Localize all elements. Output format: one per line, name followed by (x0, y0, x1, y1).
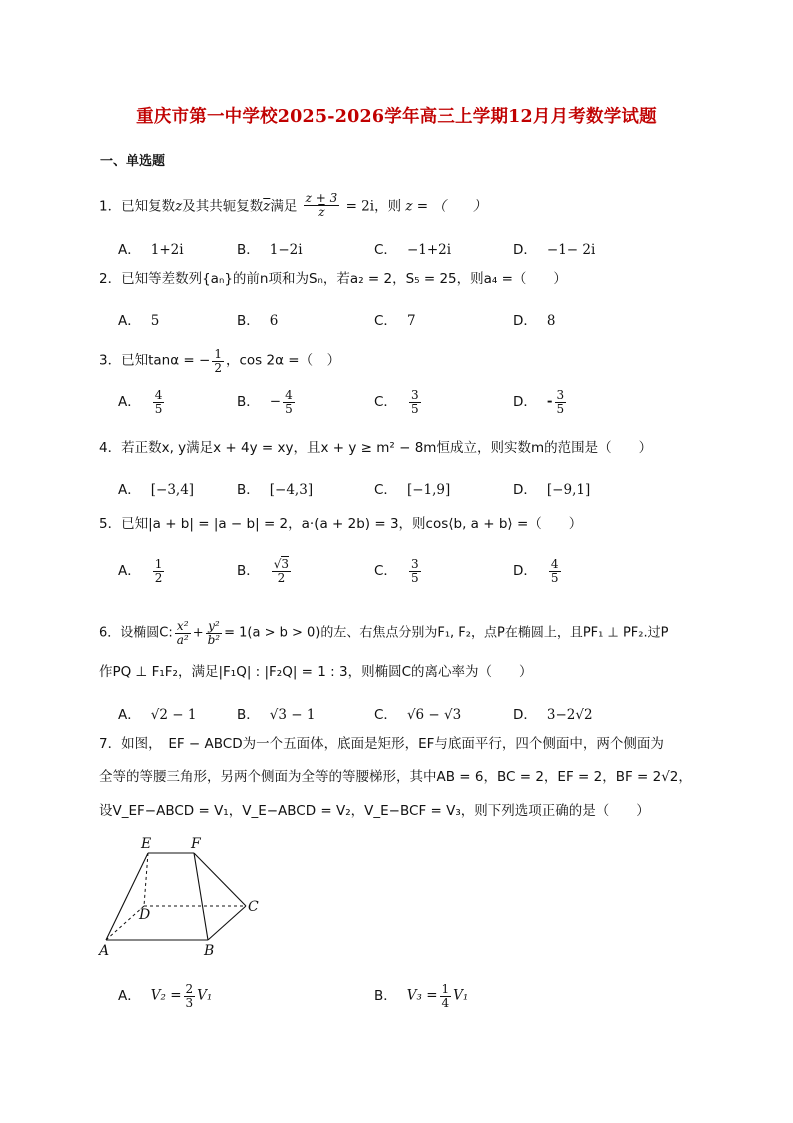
q2-options (118, 309, 718, 339)
q3-option-a[interactable] (118, 389, 166, 415)
page-title: 重庆市第一中学校2025-2026学年高三上学期12月月考数学试题 (136, 107, 657, 127)
sqrt-radicand: 3 (281, 557, 290, 571)
option-label: D． (513, 242, 537, 258)
option-text: 5 (150, 313, 160, 329)
q2-option-d[interactable] (513, 309, 556, 329)
option-label: D． (513, 562, 537, 579)
q1-option-b[interactable] (237, 238, 303, 258)
option-text: [−9,1] (546, 482, 591, 498)
question-2 (99, 273, 567, 287)
q3-options (118, 389, 718, 419)
frac-num: 4 (285, 388, 293, 402)
option-left: V₃ = (406, 987, 438, 1004)
question-7-line-3 (99, 805, 650, 819)
frac-den: b² (207, 632, 221, 647)
q6-option-c[interactable] (374, 703, 461, 723)
q1-option-a[interactable] (118, 238, 184, 258)
option-text: 7 (406, 313, 416, 329)
frac-num: 1 (154, 557, 163, 571)
q3-option-d[interactable] (513, 389, 568, 415)
q1-text-b: 及其共轭复数 (182, 198, 264, 215)
option-label: D． (513, 482, 537, 498)
option-text: 1+2i (150, 242, 184, 258)
option-fraction (153, 558, 165, 584)
question-6-line-2 (99, 666, 533, 680)
option-text: √2 − 1 (150, 707, 197, 723)
option-text: −1+2i (406, 242, 452, 258)
q7-options (118, 983, 718, 1013)
frac-num: x² (175, 620, 191, 634)
q1-text-c: 满足 (270, 198, 298, 215)
frac-num: 4 (154, 388, 163, 402)
q1-option-d[interactable] (513, 238, 595, 258)
q3-fraction (212, 348, 224, 374)
frac-den: 2 (277, 570, 286, 585)
option-label: D． (513, 393, 537, 410)
q7-text-line3: 设V_EF−ABCD = V₁，V_E−ABCD = V₂，V_E−BCF = V₃，则下列选项正确的是（ ） (99, 803, 650, 819)
label-d: D (139, 907, 151, 923)
frac-den: 3 (185, 995, 194, 1010)
frac-num: 4 (550, 557, 559, 571)
q1-text-d: = 2i，则 (345, 198, 402, 215)
option-fraction (283, 389, 295, 415)
option-text: 6 (269, 313, 279, 329)
q5-option-a[interactable] (118, 558, 166, 584)
option-label: A． (118, 707, 141, 723)
label-c: C (248, 899, 259, 915)
section-heading: 一、单选题 (100, 154, 166, 169)
question-7-line-2 (99, 771, 692, 785)
label-a: A (99, 943, 110, 959)
q3-frac-den: 2 (214, 360, 222, 375)
option-label: A． (118, 313, 141, 329)
option-label: D． (513, 313, 537, 329)
q5-options (118, 558, 718, 588)
frac-den: 5 (410, 570, 419, 585)
label-f: F (191, 836, 201, 852)
edge-ea (106, 853, 151, 940)
frac-den: 5 (410, 401, 419, 416)
option-label: B． (237, 482, 260, 498)
q5-option-c[interactable] (374, 558, 423, 584)
option-sign: - (546, 393, 553, 410)
question-4 (99, 442, 652, 456)
edge-bc (208, 906, 246, 940)
q6-plus: + (192, 625, 204, 641)
option-text: 1−2i (269, 242, 303, 258)
option-label: C． (374, 242, 397, 258)
label-e: E (141, 836, 152, 852)
frac-den: 2 (154, 570, 163, 585)
option-fraction (184, 983, 196, 1009)
option-fraction (272, 558, 291, 584)
option-label: A． (118, 393, 141, 410)
option-label: D． (513, 707, 537, 723)
option-fraction (409, 389, 421, 415)
q1-frac-den: z (318, 204, 325, 219)
option-label: B． (237, 242, 260, 258)
q1-fraction (304, 192, 340, 218)
option-text: [−3,4] (150, 482, 195, 498)
q6-option-d[interactable] (513, 703, 593, 723)
edge-fb (194, 853, 208, 940)
q3-frac-num: 1 (214, 347, 222, 361)
option-left: V₂ = (150, 987, 182, 1004)
question-1 (99, 191, 487, 220)
q6-option-a[interactable] (118, 703, 196, 723)
q1-var-z: z (175, 198, 183, 215)
q6-option-b[interactable] (237, 703, 315, 723)
frac-num-sqrt: √3 (273, 557, 290, 571)
q7-option-b[interactable] (374, 983, 468, 1009)
q4-options (118, 478, 718, 508)
option-fraction (409, 558, 421, 584)
q5-option-b[interactable] (237, 558, 293, 584)
question-7 (99, 738, 664, 752)
option-text: [−4,3] (269, 482, 314, 498)
q1-text-e: z = （ ） (405, 198, 487, 215)
frac-den: 5 (556, 401, 565, 416)
q4-option-b[interactable] (237, 478, 313, 498)
question-6 (99, 620, 668, 646)
option-fraction (555, 389, 567, 415)
option-label: B． (237, 313, 260, 329)
pentahedron-figure (98, 835, 278, 965)
q4-option-a[interactable] (118, 478, 194, 498)
q6-options (118, 703, 718, 733)
q3-text-a: 3．已知tanα = − (99, 352, 211, 369)
q7-text-line1: 7．如图， EF − ABCD为一个五面体，底面是矩形，EF与底面平行，四个侧面中，两个侧面为 (99, 736, 664, 752)
q6-fraction-x (175, 620, 191, 646)
option-text: [−1,9] (406, 482, 451, 498)
frac-den: 4 (441, 995, 450, 1010)
q1-options (118, 238, 718, 268)
q2-option-c[interactable] (374, 309, 416, 329)
option-label: B． (374, 987, 397, 1004)
option-text: √3 − 1 (269, 707, 316, 723)
option-label: A． (118, 562, 141, 579)
option-sign: − (269, 393, 282, 410)
q2-option-b[interactable] (237, 309, 278, 329)
q4-text: 4．若正数x, y满足x + 4y = xy，且x + y ≥ m² − 8m恒成立，则实数m的范围是（ ） (99, 440, 653, 456)
q6-fraction-y (206, 620, 223, 646)
option-label: A． (118, 987, 141, 1004)
option-fraction (440, 983, 452, 1009)
option-text: 8 (546, 313, 556, 329)
option-label: B． (237, 707, 260, 723)
frac-num: 3 (410, 557, 419, 571)
option-fraction (549, 558, 561, 584)
option-label: C． (374, 707, 397, 723)
option-text: 3−2√2 (546, 707, 593, 723)
frac-num: 3 (410, 388, 419, 402)
q2-option-a[interactable] (118, 309, 159, 329)
question-5 (99, 518, 582, 532)
q6-text-line2: 作PQ ⊥ F₁F₂，满足|F₁Q| : |F₂Q| = 1 : 3，则椭圆C的离心率为（ ） (99, 664, 533, 680)
option-text: √6 − √3 (406, 707, 462, 723)
q3-option-b[interactable] (237, 389, 297, 415)
q5-text: 5．已知|a + b| = |a − b| = 2，a·(a + 2b) = 3，则cos⟨b, a + b⟩ =（ ） (99, 516, 583, 532)
q1-option-c[interactable] (374, 238, 451, 258)
frac-den: a² (176, 632, 189, 647)
option-right: V₁ (197, 987, 213, 1004)
question-3 (99, 348, 340, 374)
frac-num: 3 (556, 388, 565, 402)
q5-option-d[interactable] (513, 558, 563, 584)
frac-num: 1 (441, 982, 450, 996)
q7-option-a[interactable] (118, 983, 212, 1009)
frac-num: y² (206, 620, 223, 634)
q7-text-line2: 全等的等腰三角形，另两个侧面为全等的等腰梯形，其中AB = 6，BC = 2，EF = 2，BF = 2√2， (99, 769, 692, 785)
q1-var-zbar: $\overline{z}$ (263, 198, 271, 215)
frac-den: 5 (285, 401, 293, 416)
option-label: C． (374, 482, 397, 498)
q4-option-d[interactable] (513, 478, 590, 498)
q1-text-a: 1．已知复数 (99, 198, 176, 215)
frac-den: 5 (154, 401, 163, 416)
label-b: B (204, 943, 215, 959)
q4-option-c[interactable] (374, 478, 450, 498)
frac-num: 2 (185, 982, 194, 996)
q2-text: 2．已知等差数列{aₙ}的前n项和为Sₙ，若a₂ = 2，S₅ = 25，则a₄ =（ ） (99, 271, 567, 287)
option-label: B． (237, 393, 260, 410)
option-text: −1− 2i (546, 242, 596, 258)
q1-frac-num: z + 3 (305, 191, 338, 205)
frac-den: 5 (550, 570, 559, 585)
option-label: C． (374, 393, 397, 410)
option-label: A． (118, 242, 141, 258)
option-label: C． (374, 562, 397, 579)
q3-text-b: ，cos 2α =（ ） (225, 352, 341, 369)
option-label: B． (237, 562, 260, 579)
option-label: C． (374, 313, 397, 329)
option-fraction (153, 389, 165, 415)
q3-option-c[interactable] (374, 389, 423, 415)
q6-text-b: = 1(a > b > 0)的左、右焦点分别为F₁, F₂，点P在椭圆上，且PF₁ ⊥ PF₂.过P (224, 625, 669, 641)
q6-text-a: 6．设椭圆C: (99, 625, 173, 641)
option-label: A． (118, 482, 141, 498)
option-right: V₁ (453, 987, 469, 1004)
